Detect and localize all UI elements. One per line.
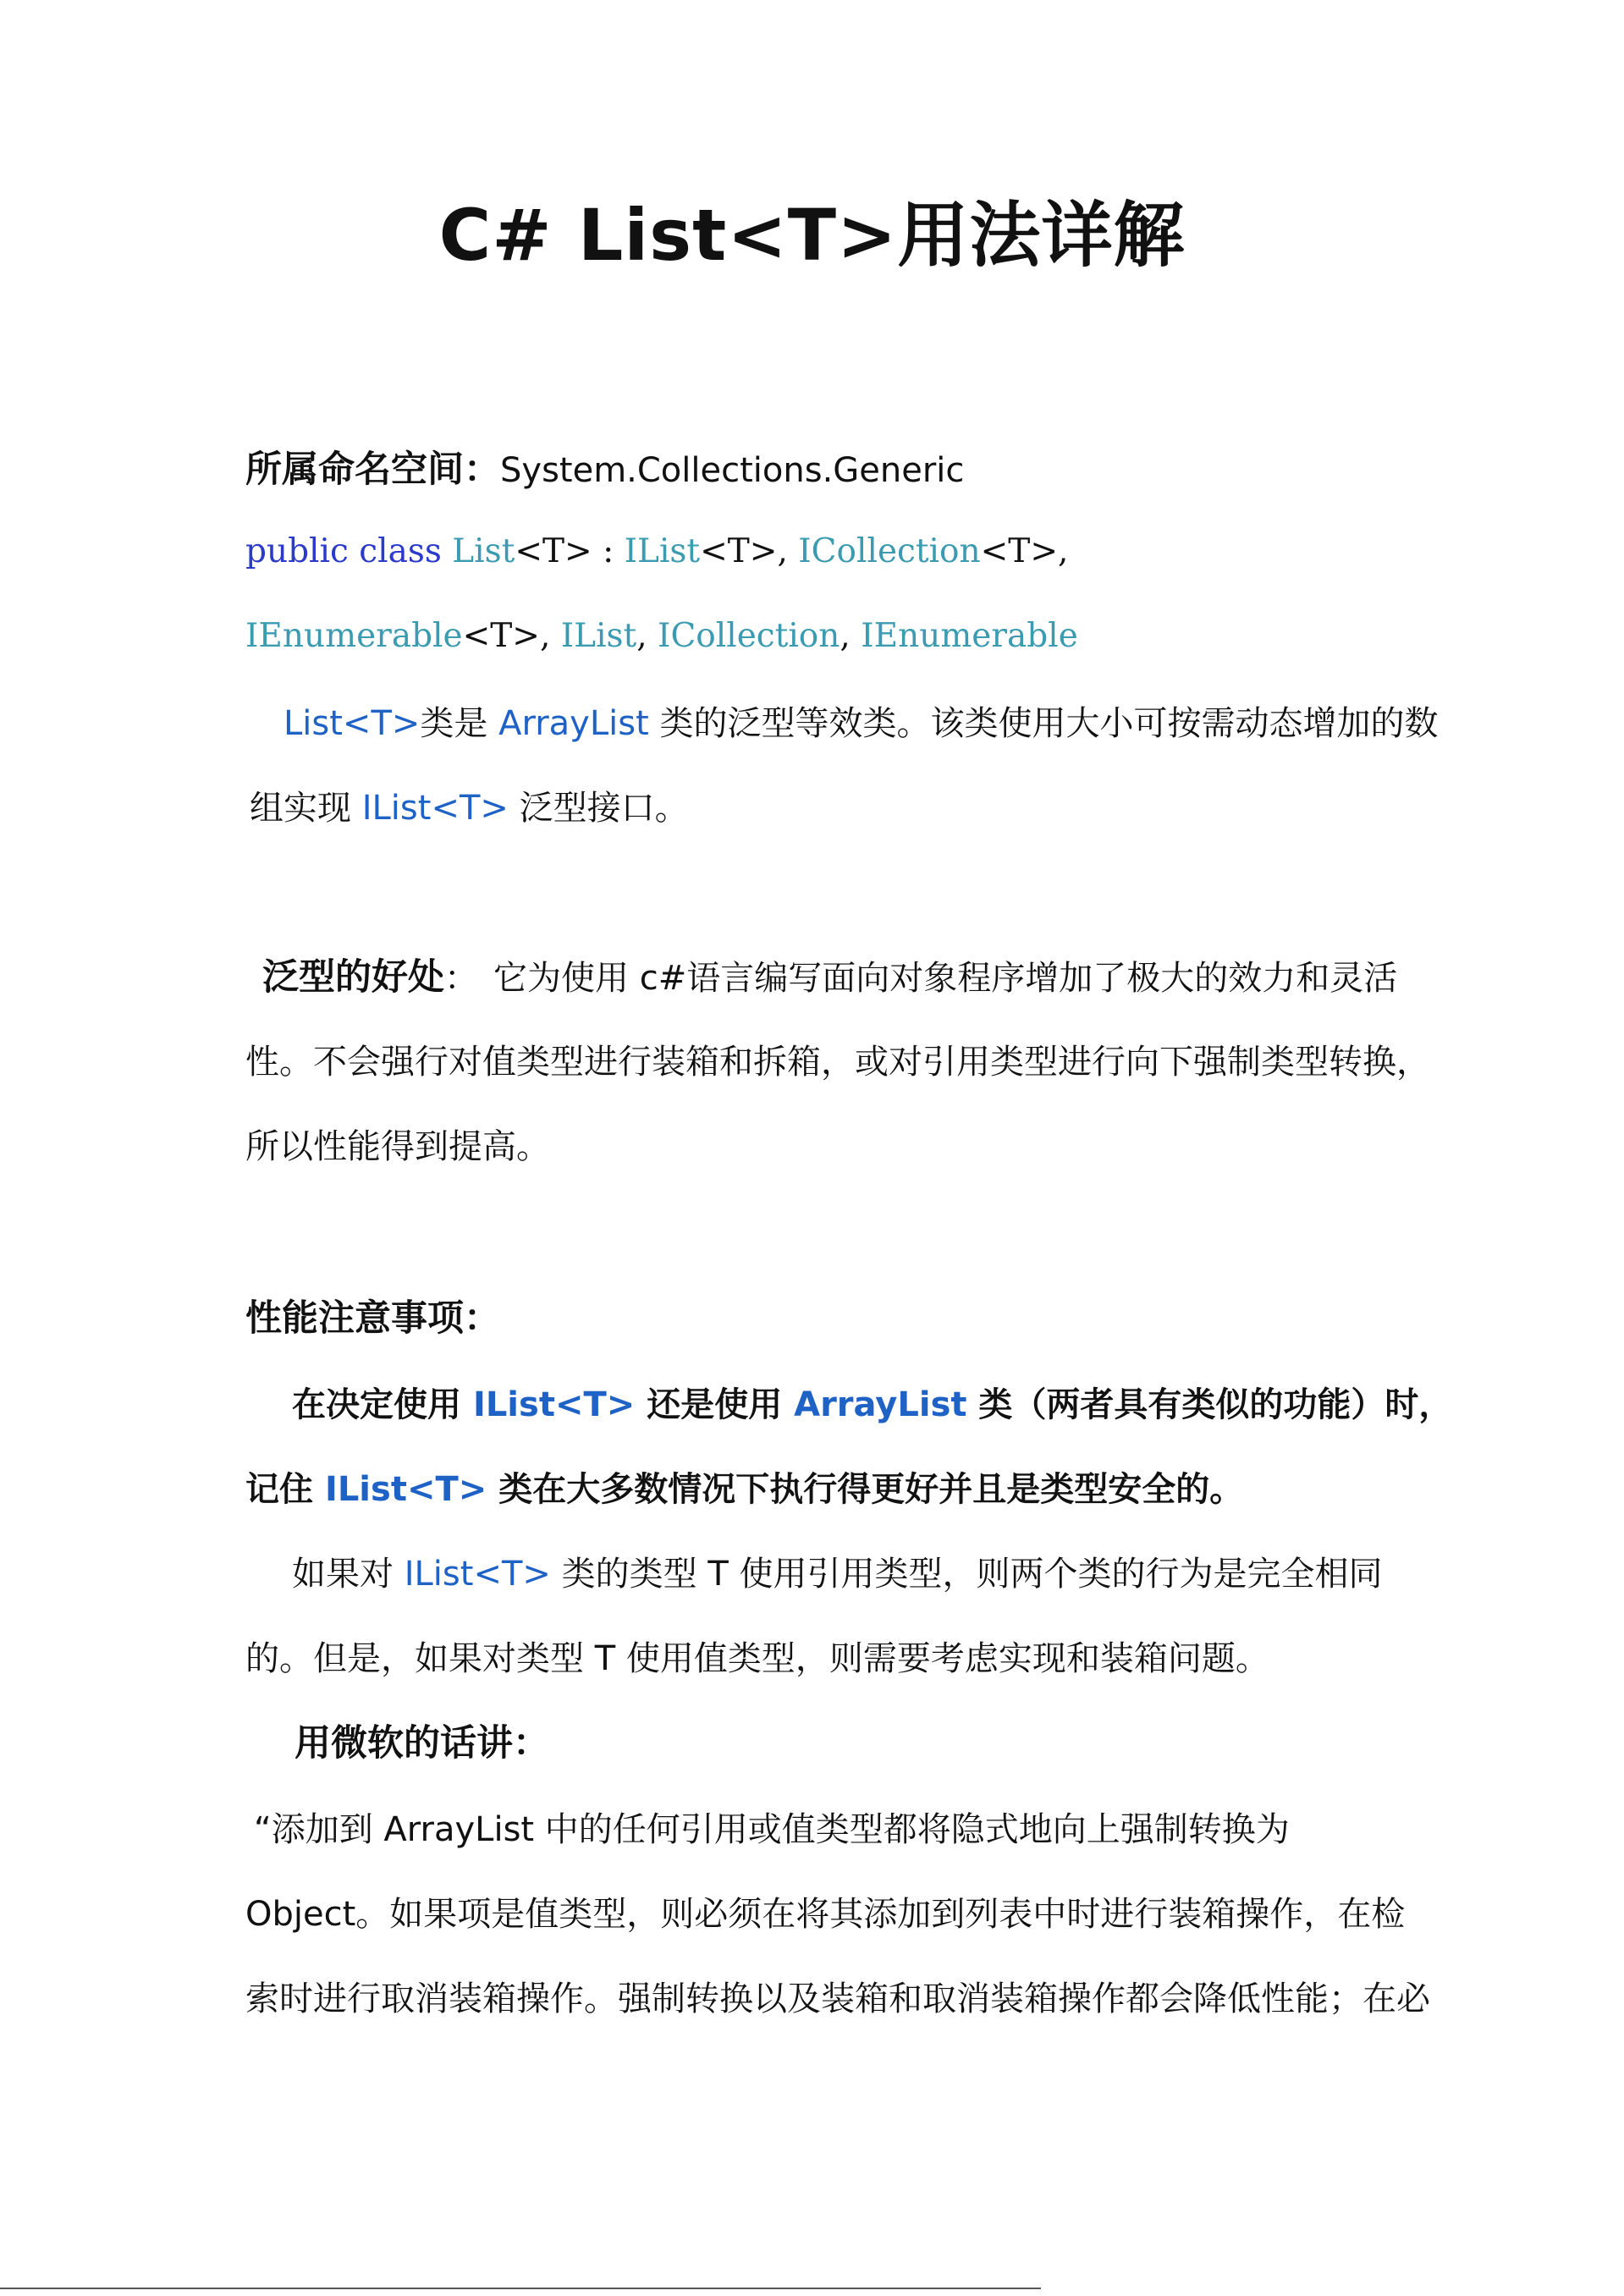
perf-text: 类（两者具有类似的功能）时， <box>966 1385 1453 1424</box>
intro-text: 类的泛型等效类。该类使用大小可按需动态增加的数 <box>648 704 1439 743</box>
perf-text: 还是使用 <box>635 1385 795 1424</box>
perf-text: 类在大多数情况下执行得更好并且是类型安全的。 <box>487 1470 1244 1509</box>
intro-text: 泛型接口。 <box>508 789 689 828</box>
intro-text: 类是 <box>420 704 499 743</box>
benefit-label: 泛型的好处 <box>262 956 444 999</box>
intro-arraylist: ArrayList <box>498 704 649 743</box>
performance-heading: 性能注意事项： <box>245 1297 500 1340</box>
type-ilist: IList <box>624 532 701 570</box>
keyword-public: public <box>245 532 349 570</box>
intro-list-t: List<T> <box>284 704 421 743</box>
perf-text: 在决定使用 <box>292 1385 473 1424</box>
microsoft-quote-line-1: “添加到 ArrayList 中的任何引用或值类型都将隐式地向上强制转换为 <box>254 1810 1290 1849</box>
perf-ilist-t: IList<T> <box>472 1385 636 1424</box>
type-ienumerable: IEnumerable <box>861 617 1078 655</box>
benefit-text: 它为使用 c#语言编写面向对象程序增加了极大的效力和灵活 <box>493 959 1398 998</box>
document-title: C# List<T>用法详解 <box>438 194 1186 277</box>
microsoft-quote-line-3: 索时进行取消装箱操作。强制转换以及装箱和取消装箱操作都会降低性能；在必 <box>245 1979 1430 2018</box>
performance-bold-line-2 <box>245 1464 1379 1515</box>
type-icollection: ICollection <box>658 617 840 655</box>
microsoft-quote-line-2: Object。如果项是值类型，则必须在将其添加到列表中时进行装箱操作，在检 <box>245 1895 1406 1934</box>
intro-ilist-t: IList<T> <box>361 789 509 828</box>
perf-ilist-t: IList<T> <box>324 1470 487 1509</box>
type-icollection: ICollection <box>798 532 981 570</box>
comma: , <box>840 617 851 655</box>
namespace-line <box>245 444 1379 496</box>
keyword-class: class <box>359 532 442 570</box>
declaration-line-1 <box>245 526 1379 577</box>
page-bottom-rule <box>0 2288 1041 2289</box>
intro-line-1 <box>284 698 1439 749</box>
performance-line-3 <box>292 1549 1426 1599</box>
benefit-line-3: 所以性能得到提高。 <box>245 1127 550 1166</box>
perf-ilist-t: IList<T> <box>404 1555 551 1594</box>
perf-text: 记住 <box>245 1470 325 1509</box>
generic-arg: <T> <box>515 532 592 570</box>
benefit-line-1 <box>262 952 1396 1004</box>
type-list: List <box>452 532 515 570</box>
colon: : <box>592 532 625 570</box>
generic-arg: <T>, <box>980 532 1069 570</box>
perf-text: 如果对 <box>292 1555 405 1594</box>
namespace-label: 所属命名空间： <box>245 449 500 491</box>
performance-bold-line-1 <box>292 1379 1453 1430</box>
namespace-value: System.Collections.Generic <box>500 451 965 490</box>
benefit-line-2: 性。不会强行对值类型进行装箱和拆箱，或对引用类型进行向下强制类型转换， <box>245 1043 1430 1082</box>
generic-arg: <T>, <box>700 532 788 570</box>
microsoft-heading: 用微软的话讲： <box>295 1722 549 1765</box>
generic-arg: <T>, <box>462 617 551 655</box>
performance-line-4: 的。但是，如果对类型 T 使用值类型，则需要考虑实现和装箱问题。 <box>245 1639 1269 1678</box>
type-ilist: IList <box>560 617 637 655</box>
benefit-colon: ： <box>444 959 478 998</box>
intro-text: 组实现 <box>250 789 362 828</box>
declaration-line-2 <box>245 611 1379 662</box>
perf-text: 类的类型 T 使用引用类型，则两个类的行为是完全相同 <box>550 1555 1383 1594</box>
comma: , <box>636 617 647 655</box>
intro-line-2 <box>250 783 1384 834</box>
type-ienumerable: IEnumerable <box>245 617 463 655</box>
perf-arraylist: ArrayList <box>794 1385 967 1424</box>
